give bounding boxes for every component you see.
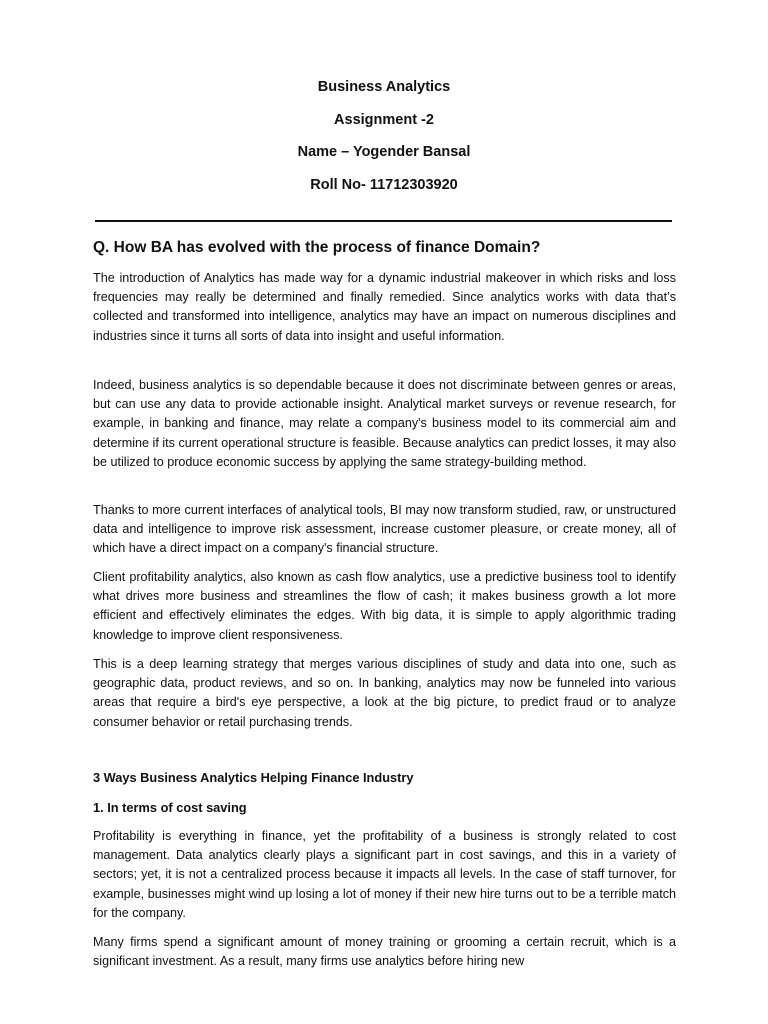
horizontal-divider [95, 220, 672, 222]
roll-number: Roll No- 11712303920 [310, 177, 458, 193]
assignment-title: Assignment -2 [334, 112, 434, 128]
section-subheading: 1. In terms of cost saving [93, 800, 247, 815]
paragraph-1: The introduction of Analytics has made way for a dynamic industrial makeover in which risks and loss frequencies may really be determined and finally remedied. Since analytics works with data that’s collected and transformed into intelligence, analytics may have an impact on numerous disciplines and industries since it turns all sorts of data into insight and useful information. [93, 271, 676, 343]
paragraph-5: This is a deep learning strategy that merges various disciplines of study and data into one, such as geographic data, product reviews, and so on. In banking, analytics may now be funneled into various areas that require a bird's eye perspective, a look at the big picture, to predict fraud or to analyze consumer behavior or retail purchasing trends. [93, 657, 676, 729]
student-name: Name – Yogender Bansal [297, 144, 471, 160]
paragraph-4: Client profitability analytics, also known as cash flow analytics, use a predictive business tool to identify what drives more business and streamlines the flow of cash; it makes business growth a lot more efficient and effectively eliminates the edges. With big data, it is simple to apply algorithmic trading knowledge to improve client responsiveness. [93, 570, 676, 642]
paragraph-2: Indeed, business analytics is so dependable because it does not discriminate between genres or areas, but can use any data to provide actionable insight. Analytical market surveys or revenue research, for example, in banking and finance, may relate a company's business model to its commercial aim and determine if its current operational structure is feasible. Because analytics can predict losses, it may also be utilized to produce economic success by applying the same strategy-building method. [93, 378, 676, 469]
course-title: Business Analytics [317, 79, 451, 95]
question-heading: Q. How BA has evolved with the process of finance Domain? [93, 239, 541, 256]
section-paragraph-1: Profitability is everything in finance, yet the profitability of a business is strongly related to cost management. Data analytics clearly plays a significant part in cost savings, and this in a variety of sectors; yet, it is not a centralized process because it impacts all levels. In the case of staff turnover, for example, businesses might wind up losing a lot of money if their new hire turns out to be a terrible match for the company. [93, 829, 676, 920]
section-paragraph-2: Many firms spend a significant amount of money training or grooming a certain recruit, which is a significant investment. As a result, many firms use analytics before hiring new [93, 935, 676, 969]
section-heading: 3 Ways Business Analytics Helping Finance Industry [93, 770, 414, 785]
paragraph-3: Thanks to more current interfaces of analytical tools, BI may now transform studied, raw, or unstructured data and intelligence to improve risk assessment, increase customer pleasure, or create money, all of which have a direct impact on a company's financial structure. [93, 503, 676, 556]
